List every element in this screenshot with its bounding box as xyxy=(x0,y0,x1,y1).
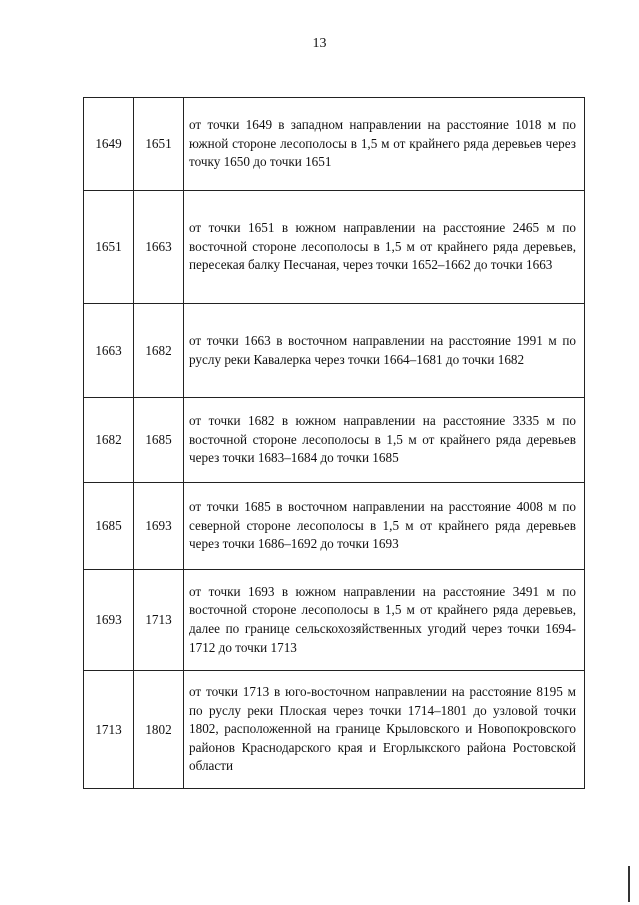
route-description-cell: от точки 1693 в южном направлении на расстояние 3491 м по восточной стороне лесополосы в 1,5 м от крайнего ряда деревьев, далее по границе сельскохозяйственных угодий через точки 1694-1712 до точки 1713 xyxy=(184,570,585,671)
table-row xyxy=(84,191,585,304)
route-description-cell: от точки 1663 в восточном направлении на расстояние 1991 м по руслу реки Кавалерка через точки 1664–1681 до точки 1682 xyxy=(184,304,585,398)
table-row xyxy=(84,398,585,483)
from-point-cell: 1649 xyxy=(84,98,134,191)
table-row xyxy=(84,304,585,398)
from-point-cell: 1651 xyxy=(84,191,134,304)
table-row xyxy=(84,98,585,191)
route-description-cell: от точки 1651 в южном направлении на расстояние 2465 м по восточной стороне лесополосы в 1,5 м от крайнего ряда деревьев, пересекая балку Песчаная, через точки 1652–1662 до точки 1663 xyxy=(184,191,585,304)
route-description-cell: от точки 1685 в восточном направлении на расстояние 4008 м по северной стороне лесополосы в 1,5 м от крайнего ряда деревьев через точки 1686–1692 до точки 1693 xyxy=(184,483,585,570)
scan-edge-mark xyxy=(628,866,630,902)
from-point-cell: 1713 xyxy=(84,671,134,789)
from-point-cell: 1682 xyxy=(84,398,134,483)
route-description-cell: от точки 1713 в юго-восточном направлении на расстояние 8195 м по руслу реки Плоская через точки 1714–1801 до узловой точки 1802, расположенной на границе Крыловского и Новопокровского районов Краснодарского края и Егорлыкского района Ростовской области xyxy=(184,671,585,789)
to-point-cell: 1693 xyxy=(134,483,184,570)
to-point-cell: 1682 xyxy=(134,304,184,398)
table-row xyxy=(84,671,585,789)
page-number: 13 xyxy=(312,36,327,51)
table-row xyxy=(84,570,585,671)
to-point-cell: 1685 xyxy=(134,398,184,483)
to-point-cell: 1802 xyxy=(134,671,184,789)
to-point-cell: 1713 xyxy=(134,570,184,671)
to-point-cell: 1651 xyxy=(134,98,184,191)
to-point-cell: 1663 xyxy=(134,191,184,304)
from-point-cell: 1685 xyxy=(84,483,134,570)
from-point-cell: 1663 xyxy=(84,304,134,398)
from-point-cell: 1693 xyxy=(84,570,134,671)
route-description-cell: от точки 1682 в южном направлении на расстояние 3335 м по восточной стороне лесополосы в 1,5 м от крайнего ряда деревьев через точки 1683–1684 до точки 1685 xyxy=(184,398,585,483)
boundary-description-table xyxy=(83,97,585,789)
table-row xyxy=(84,483,585,570)
route-description-cell: от точки 1649 в западном направлении на расстояние 1018 м по южной стороне лесополосы в 1,5 м от крайнего ряда деревьев через точку 1650 до точки 1651 xyxy=(184,98,585,191)
